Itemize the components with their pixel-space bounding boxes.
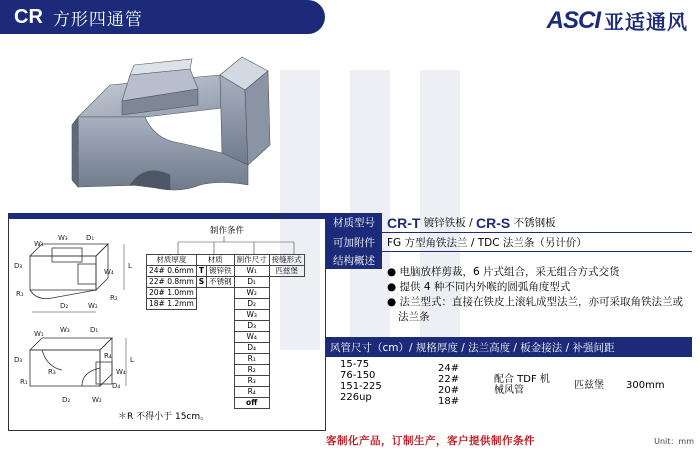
- svg-text:W₄: W₄: [104, 268, 114, 276]
- svg-text:D₂: D₂: [62, 396, 71, 404]
- svg-text:L: L: [128, 262, 132, 270]
- svg-text:W₄: W₄: [116, 368, 126, 376]
- bottom-view-diagram: [12, 322, 142, 408]
- accessories-label: 可加附件: [326, 233, 382, 251]
- duct-thickness: 24# 22# 20# 18#: [438, 363, 460, 407]
- title-bar: [0, 0, 325, 34]
- spec-title: 制作条件: [210, 226, 245, 236]
- structure-item: ● 提供 4 种不同内外喉的圆弧角度型式: [387, 281, 571, 293]
- duct-flange: 配合 TDF 机械风管: [494, 374, 550, 396]
- svg-text:R₁: R₁: [20, 378, 28, 386]
- duct-header: 风管尺寸（cm）/ 规格厚度 / 法兰高度 / 板金接法 / 补强间距: [326, 337, 692, 357]
- svg-text:W₃: W₃: [60, 326, 70, 334]
- svg-text:W₂: W₂: [88, 302, 98, 310]
- svg-text:R₄: R₄: [104, 352, 112, 360]
- svg-text:R₃: R₃: [48, 368, 56, 376]
- structure-item: ● 法兰型式：直接在铁皮上滚轧成型法兰，亦可采取角铁法兰或法兰条: [387, 296, 683, 323]
- spec-table: 材质厚度 材质 制作尺寸 接缝形式 24# 0.6mm T 镀锌铁 W₁ 匹兹堡 22# 0.8mm S 不锈钢 D₁ 20# 1.0mm W₂ 18# 1.2mm D₂ W₃ D₃ W₄ D₄ R₁ R₂ R₃ R₄ off: [146, 254, 305, 409]
- brand-logo: [547, 6, 688, 35]
- col-thickness: 材质厚度: [147, 255, 197, 266]
- duct-reinforce: 300mm: [626, 380, 665, 391]
- duct-joint: 匹兹堡: [574, 380, 604, 391]
- material-label: 材质型号: [326, 213, 382, 232]
- svg-text:W₁: W₁: [34, 240, 44, 248]
- structure-item: ● 电脑放样剪裁，6 片式组合，采无组合方式交货: [387, 266, 620, 278]
- svg-text:D₃: D₃: [14, 356, 23, 364]
- unit-label: Unit：mm: [654, 437, 694, 446]
- svg-text:W₃: W₃: [58, 234, 68, 242]
- svg-text:R₁: R₁: [16, 290, 24, 298]
- structure-list: [384, 265, 690, 325]
- product-name: 方形四通管: [52, 9, 143, 30]
- material-row: [326, 213, 692, 233]
- radius-note: ＊R 不得小于 15cm。: [118, 412, 210, 422]
- svg-text:D₁: D₁: [86, 234, 95, 242]
- svg-text:D₄: D₄: [112, 382, 121, 390]
- accessories-value: FG 方型角铁法兰 / TDC 法兰条（另计价）: [387, 236, 587, 249]
- accessories-row: [326, 233, 692, 252]
- info-panel: [326, 213, 692, 431]
- svg-text:W₁: W₁: [34, 330, 44, 338]
- brand-name: 亚适通风: [604, 10, 688, 34]
- duct-sizes: 15-75 76-150 151-225 226up: [340, 359, 382, 403]
- svg-text:D₂: D₂: [60, 302, 69, 310]
- col-material: 材质: [196, 255, 234, 266]
- spec-panel-bar: [8, 213, 326, 219]
- footer-note: 客制化产品，订制生产，客户提供制作条件: [326, 435, 535, 447]
- svg-text:L: L: [130, 356, 134, 364]
- spec-tree-lines: [176, 236, 296, 254]
- structure-label: 结构概述: [326, 252, 382, 269]
- brand-mark: ASCI: [546, 6, 600, 34]
- material-value: CR-T 镀锌铁板 / CR-S 不锈钢板: [387, 214, 556, 231]
- svg-text:D₁: D₁: [90, 326, 99, 334]
- product-code: CR: [14, 5, 43, 28]
- product-illustration: [70, 45, 300, 205]
- svg-text:D₃: D₃: [14, 262, 23, 270]
- svg-text:R₂: R₂: [110, 294, 118, 302]
- svg-text:W₂: W₂: [92, 396, 102, 404]
- col-dimensions: 制作尺寸: [234, 255, 269, 266]
- col-seam: 接缝形式: [269, 255, 304, 266]
- top-view-diagram: [12, 226, 142, 316]
